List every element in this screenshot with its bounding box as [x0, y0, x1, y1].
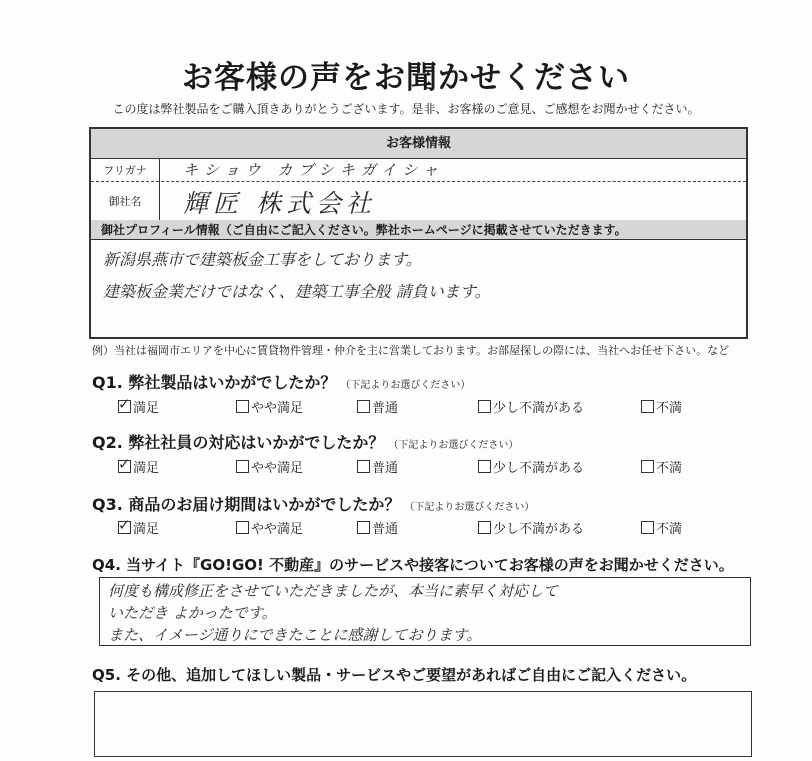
- page-title: お客様の声をお聞かせください: [182, 60, 630, 96]
- checkbox[interactable]: [118, 516, 131, 534]
- q1-option-average[interactable]: 普通: [357, 397, 398, 416]
- q2-option-dissatisfied[interactable]: 不満: [641, 457, 682, 476]
- checkbox[interactable]: [478, 400, 491, 413]
- question-2-hint: （下記よりお選びください）: [388, 440, 519, 451]
- question-1: [92, 370, 470, 393]
- q1-option-somewhat-dissatisfied[interactable]: 少し不満がある: [478, 397, 584, 416]
- q3-option-average[interactable]: 普通: [357, 518, 398, 537]
- q2-option-somewhat-dissatisfied[interactable]: 少し不満がある: [478, 457, 584, 476]
- checkbox[interactable]: [357, 460, 370, 473]
- question-5-answer-field[interactable]: [94, 691, 752, 757]
- q3-option-somewhat-satisfied[interactable]: やや満足: [236, 518, 303, 537]
- question-5-label: Q5. その他、追加してほしい製品・サービスやご要望があればご自由にご記入ください。: [92, 666, 697, 684]
- question-3-hint: （下記よりお選びください）: [404, 502, 535, 513]
- answer-line: また、イメージ通りにできたことに感謝しております。: [108, 626, 482, 644]
- furigana-row: [91, 158, 746, 182]
- question-1-options: [0, 397, 812, 417]
- check-mark-icon: ✓: [118, 455, 131, 473]
- q3-option-satisfied[interactable]: ✓ 満足: [118, 516, 160, 537]
- furigana-field[interactable]: キショウ カブシキガイシャ: [183, 161, 444, 179]
- q2-option-satisfied[interactable]: ✓ 満足: [118, 455, 160, 476]
- q1-option-somewhat-satisfied[interactable]: やや満足: [236, 397, 303, 416]
- profile-line: 新潟県燕市で建築板金工事をしております。: [103, 250, 422, 269]
- question-2-options: [0, 457, 812, 477]
- checkbox[interactable]: [357, 400, 370, 413]
- question-2-label: Q2. 弊社社員の対応はいかがでしたか？: [92, 433, 385, 452]
- checkbox[interactable]: [478, 460, 491, 473]
- intro-text: この度は弊社製品をご購入頂きありがとうございます。是非、お客様のご意見、ご感想をお聞かせください。: [112, 102, 700, 116]
- company-row: [91, 181, 746, 221]
- check-mark-icon: ✓: [118, 395, 131, 413]
- checkbox[interactable]: [641, 521, 654, 534]
- example-text: 例）当社は福岡市エリアを中心に賃貸物件管理・仲介を主に営業しております。お部屋探しの際には、当社へお任せ下さい。など: [92, 344, 730, 357]
- answer-line: 何度も構成修正をさせていただきましたが、本当に素早く対応して: [108, 582, 559, 600]
- check-mark-icon: ✓: [118, 516, 131, 534]
- checkbox[interactable]: [118, 455, 131, 473]
- checkbox[interactable]: [641, 460, 654, 473]
- checkbox[interactable]: [236, 400, 249, 413]
- question-3-label: Q3. 商品のお届け期間はいかがでしたか？: [92, 495, 401, 514]
- q2-option-average[interactable]: 普通: [357, 457, 398, 476]
- checkbox[interactable]: [118, 395, 131, 413]
- question-1-hint: （下記よりお選びください）: [340, 380, 471, 391]
- q2-option-somewhat-satisfied[interactable]: やや満足: [236, 457, 303, 476]
- profile-header: 御社プロフィール情報（ご自由にご記入ください。弊社ホームページに掲載させていただきます。: [91, 220, 746, 240]
- furigana-label: フリガナ: [91, 158, 160, 181]
- customer-info-box: [89, 127, 748, 339]
- question-2: [92, 430, 518, 453]
- q1-option-satisfied[interactable]: ✓ 満足: [118, 395, 160, 416]
- profile-line: 建築板金業だけではなく、建築工事全般 請負います。: [103, 282, 491, 301]
- question-3: [92, 492, 534, 515]
- company-label: 御社名: [91, 181, 160, 220]
- checkbox[interactable]: [236, 460, 249, 473]
- checkbox[interactable]: [236, 521, 249, 534]
- question-4-label: Q4. 当サイト『GO!GO! 不動産』のサービスや接客についてお客様の声をお聞かせください。: [92, 556, 734, 574]
- customer-info-header: お客様情報: [91, 129, 746, 159]
- q3-option-dissatisfied[interactable]: 不満: [641, 518, 682, 537]
- q3-option-somewhat-dissatisfied[interactable]: 少し不満がある: [478, 518, 584, 537]
- answer-line: いただき よかったです。: [108, 604, 277, 622]
- checkbox[interactable]: [357, 521, 370, 534]
- question-1-label: Q1. 弊社製品はいかがでしたか？: [92, 373, 337, 392]
- question-4-answer-field[interactable]: [99, 577, 751, 646]
- checkbox[interactable]: [478, 521, 491, 534]
- question-3-options: [0, 518, 812, 538]
- company-name-field[interactable]: 輝匠 株式会社: [183, 189, 376, 218]
- checkbox[interactable]: [641, 400, 654, 413]
- q1-option-dissatisfied[interactable]: 不満: [641, 397, 682, 416]
